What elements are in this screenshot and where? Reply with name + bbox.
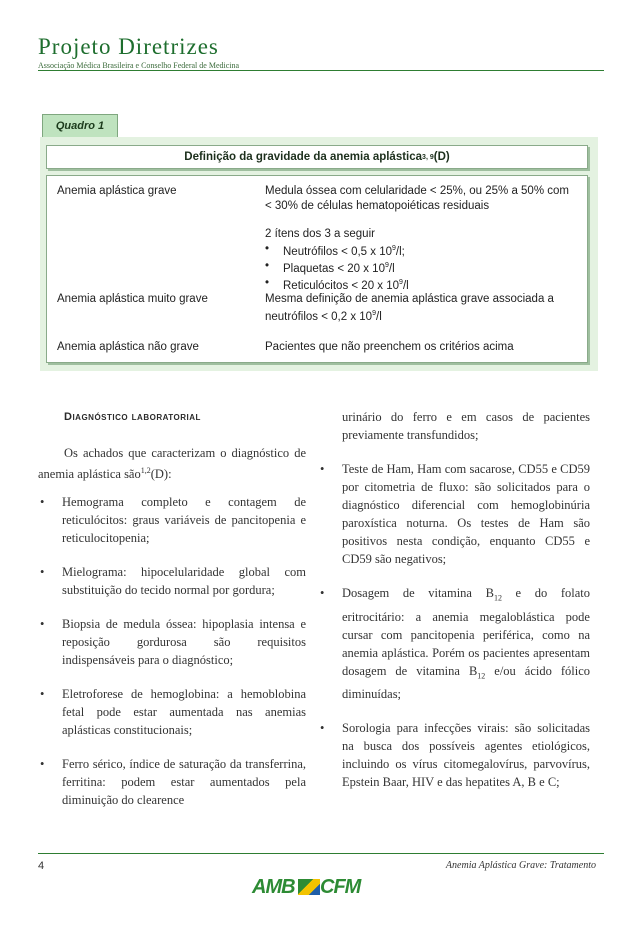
quadro-body <box>46 175 588 363</box>
list-item: • Teste de Ham, Ham com sacarose, CD55 e CD59 por citometria de fluxo: são solicitados para o diagnóstico diferencial com hemoglobinúria paroxística noturna. Os testes de Ham são positivos nesta condição, enquanto CD55 e CD59 são negativos; <box>318 460 590 568</box>
page-number: 4 <box>38 860 45 872</box>
row-label-grave: Anemia aplástica grave <box>57 185 177 197</box>
list-item: • Mielograma: hipocelularidade global com substituição do tecido normal por gordura; <box>38 563 306 599</box>
criteria-item: • Reticulócitos < 20 x $10^9/l$ <box>265 276 577 293</box>
document-title: Projeto Diretrizes <box>38 34 219 59</box>
row-desc-nao-grave: Pacientes que não preenchem os critérios acima <box>265 341 514 353</box>
row-label-muito-grave: Anemia aplástica muito grave <box>57 293 208 305</box>
list-item: • Biopsia de medula óssea: hipoplasia intensa e reposição gordurosa são requisitos indispensáveis para o diagnóstico; <box>38 615 306 669</box>
section-heading: Diagnóstico laboratorial <box>64 411 201 423</box>
footer-divider <box>38 853 604 854</box>
header-divider <box>38 70 604 71</box>
quadro-tab-label: Quadro 1 <box>42 114 118 138</box>
quadro-title-ref: 3, 9 <box>422 153 434 161</box>
quadro-title-text: Definição da gravidade da anemia aplástica <box>184 151 423 163</box>
logo-amb-text: AMB <box>252 876 295 898</box>
document-subtitle: Associação Médica Brasileira e Conselho Federal de Medicina <box>38 61 240 70</box>
list-item: • Ferro sérico, índice de saturação da transferrina, ferritina: podem estar aumentados pela diminuição do clearence <box>38 755 306 809</box>
flag-icon <box>298 879 320 895</box>
left-column <box>38 408 306 825</box>
quadro-table <box>40 137 598 371</box>
row-label-nao-grave: Anemia aplástica não grave <box>57 341 199 353</box>
list-item: • Sorologia para infecções virais: são solicitadas na busca dos possíveis agentes etiológicos, incluindo os vírus citomegalovírus, parvovírus, Epstein Baar, HIV e das hepatites A, B e C; <box>318 719 590 791</box>
right-column <box>318 408 590 807</box>
criteria-item: • Plaquetas < 20 x $10^9/l$ <box>265 259 577 276</box>
quadro-title <box>46 145 588 169</box>
criteria-intro: 2 ítens dos 3 a seguir <box>265 228 375 240</box>
list-item: • Eletroforese de hemoglobina: a hemoblobina fetal pode estar aumentada nas anemias aplásticas constitucionais; <box>38 685 306 739</box>
list-item: • Dosagem de vitamina $B_{12}$ e do folato eritrocitário: a anemia megaloblástica pode cursar com pancitopenia periférica, como na anemia aplástica. Porém os pacientes apresentam dosagem de vitamina $B_{12}$ e/ou ácido fólico diminuídas; <box>318 584 590 703</box>
row-desc-muito-grave: Mesma definição de anemia aplástica grave associada a neutrófilos < 0,2 x $10^9/l$ <box>265 293 554 323</box>
row-desc-grave-text: Medula óssea com celularidade < 25%, ou 25% a 50% com < 30% de células hematopoiéticas residuais <box>265 185 569 212</box>
quadro-title-evidence: (D) <box>433 151 450 163</box>
list-item-continuation: urinário do ferro e em casos de pacientes previamente transfundidos; <box>342 410 590 442</box>
amb-cfm-logo <box>252 876 378 900</box>
criteria-item: • Neutrófilos < 0,5 x $10^9/l$; <box>265 242 577 259</box>
intro-paragraph: Os achados que caracterizam o diagnóstico de anemia aplástica são$^{1,2}$(D): <box>38 446 306 482</box>
row-desc-grave <box>265 184 577 293</box>
running-title: Anemia Aplástica Grave: Tratamento <box>445 860 596 871</box>
logo-cfm-text: CFM <box>320 876 361 898</box>
list-item: • Hemograma completo e contagem de reticulócitos: graus variáveis de pancitopenia e reticulocitopenia; <box>38 493 306 547</box>
